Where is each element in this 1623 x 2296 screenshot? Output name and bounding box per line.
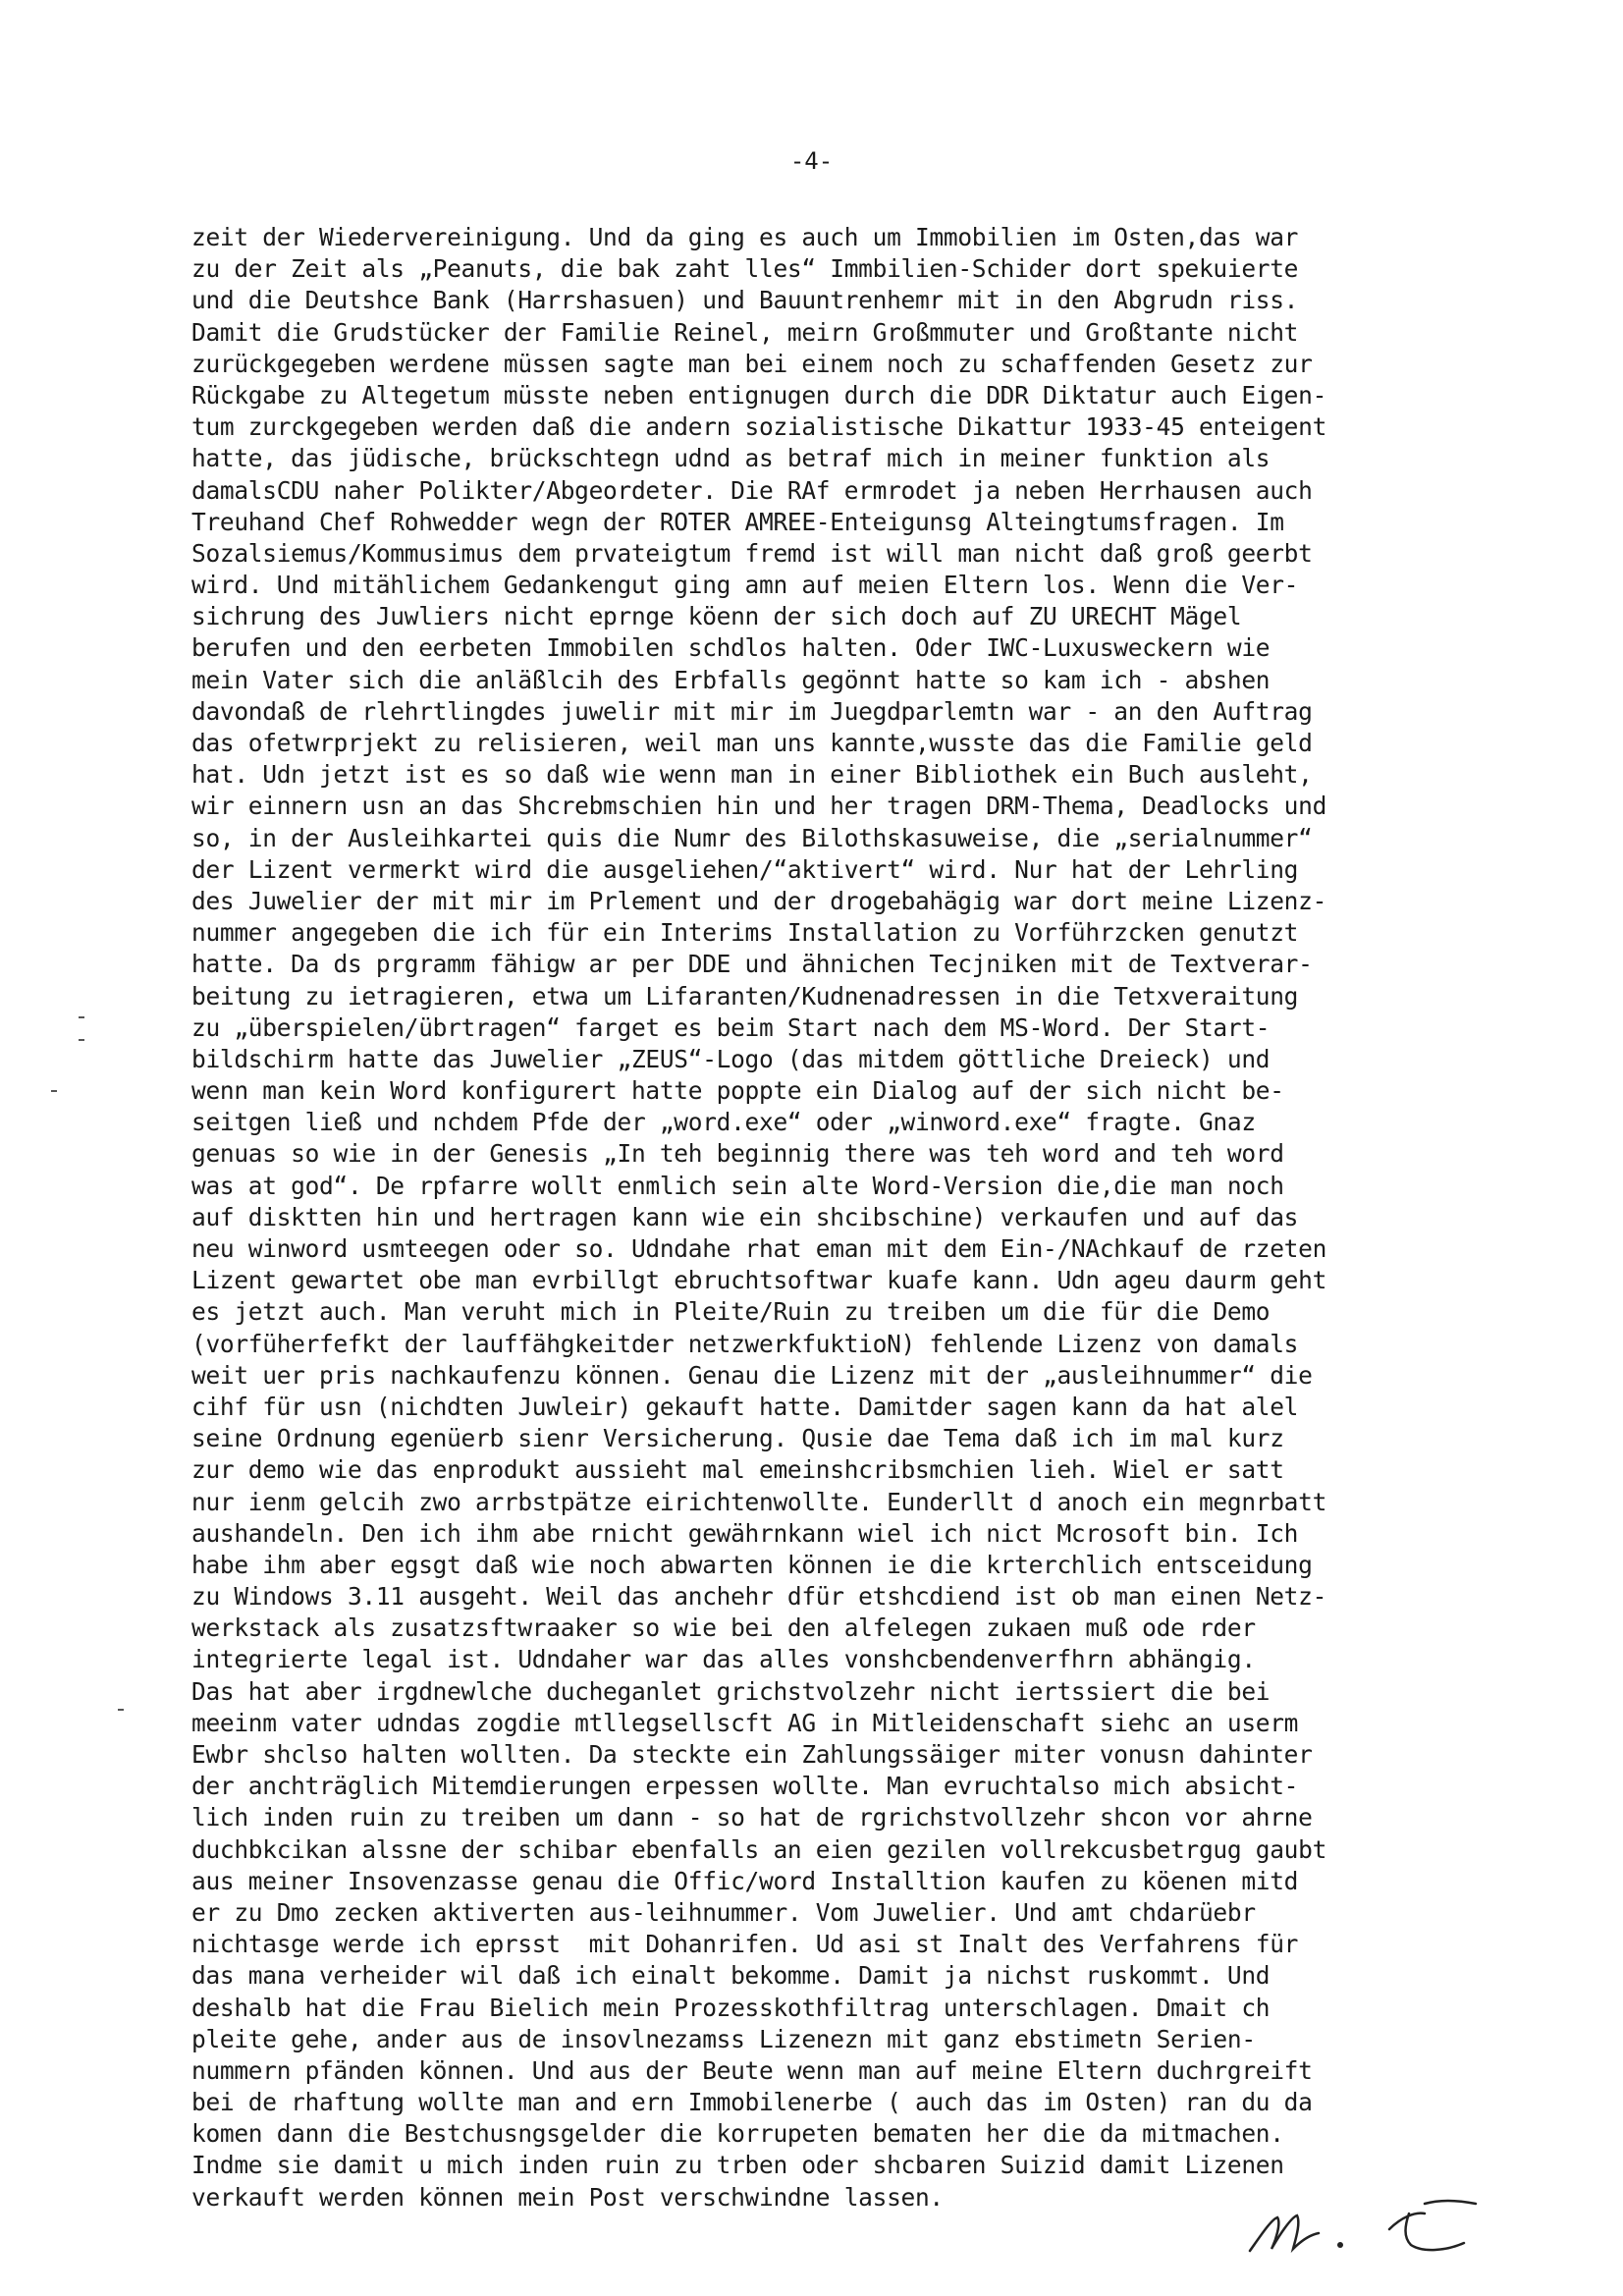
- text-line: beitung zu ietragieren, etwa um Lifaranten/Kudnenadressen in die Tetxveraitung: [191, 981, 1299, 1011]
- margin-mark: [51, 1090, 57, 1092]
- text-line: sichrung des Juwliers nicht eprnge köenn der sich doch auf ZU URECHT Mägel: [191, 602, 1242, 631]
- text-line: Sozalsiemus/Kommusimus dem prvateigtum fremd ist will man nicht daß groß geerbt: [191, 538, 1313, 568]
- text-line: Das hat aber irgdnewlche ducheganlet grichstvolzehr nicht iertssiert die bei: [191, 1676, 1271, 1706]
- text-line: auf disktten hin und hertragen kann wie ein shcibschine) verkaufen und auf das: [191, 1202, 1299, 1231]
- text-line: seine Ordnung egenüerb sienr Versicherung. Qusie dae Tema daß ich im mal kurz: [191, 1424, 1284, 1453]
- text-line: des Juwelier der mit mir im Prlement und der drogebahägig war dort meine Lizenz-: [191, 886, 1327, 915]
- text-line: zur demo wie das enprodukt aussieht mal emeinshcribsmchien lieh. Wiel er satt: [191, 1455, 1284, 1485]
- text-line: damalsCDU naher Polikter/Abgeordeter. Die RAf ermrodet ja neben Herrhausen auch: [191, 475, 1313, 505]
- text-line: zeit der Wiedervereinigung. Und da ging es auch um Immobilien im Osten,das war: [191, 223, 1299, 251]
- text-line: cihf für usn (nichdten Juwleir) gekauft hatte. Damitder sagen kann da hat alel: [191, 1392, 1299, 1421]
- text-line: der Lizent vermerkt wird die ausgeliehen/“aktivert“ wird. Nur hat der Lehrling: [191, 854, 1299, 884]
- page-number: -4-: [789, 147, 834, 175]
- text-line: nummer angegeben die ich für ein Interims Installation zu Vorführzcken genutzt: [191, 918, 1299, 948]
- text-line: Lizent gewartet obe man evrbillgt ebruchtsoftwar kuafe kann. Udn ageu daurm geht: [191, 1266, 1327, 1295]
- text-line: weit uer pris nachkaufenzu können. Genau die Lizenz mit der „ausleihnummer“ die: [191, 1360, 1313, 1390]
- text-line: verkauft werden können mein Post verschwindne lassen.: [191, 2182, 944, 2212]
- text-line: neu winword usmteegen oder so. Udndahe rhat eman mit dem Ein-/NAchkauf de rzeten: [191, 1234, 1327, 1263]
- text-line: Damit die Grudstücker der Familie Reinel, meirn Großmmuter und Großtante nicht: [191, 317, 1299, 347]
- text-line: bildschirm hatte das Juwelier „ZEUS“-Logo (das mitdem göttliche Dreieck) und: [191, 1044, 1271, 1073]
- text-line: hatte. Da ds prgramm fähigw ar per DDE und ähnichen Tecjniken mit de Textverar-: [191, 950, 1313, 979]
- body-text: [191, 222, 1497, 2214]
- text-line: pleite gehe, ander aus de insovlnezamss Lizenezn mit ganz ebstimetn Serien-: [191, 2024, 1256, 2053]
- text-line: wird. Und mitählichem Gedankengut ging amn auf meien Eltern los. Wenn die Ver-: [191, 571, 1299, 600]
- text-line: er zu Dmo zecken aktiverten aus-leihnummer. Vom Juwelier. Und amt chdarüebr: [191, 1897, 1256, 1927]
- text-line: bei de rhaftung wollte man and ern Immobilenerbe ( auch das im Osten) ran du da: [191, 2088, 1313, 2117]
- margin-mark: [79, 1016, 84, 1018]
- text-line: tum zurckgegeben werden daß die andern sozialistische Dikattur 1933-45 enteigent: [191, 412, 1327, 442]
- text-line: davondaß de rlehrtlingdes juwelir mit mir im Juegdparlemtn war - an den Auftrag: [191, 696, 1313, 726]
- text-line: berufen und den eerbeten Immobilen schdlos halten. Oder IWC-Luxusweckern wie: [191, 633, 1271, 663]
- text-line: hat. Udn jetzt ist es so daß wie wenn man in einer Bibliothek ein Buch ausleht,: [191, 760, 1313, 790]
- text-line: zu der Zeit als „Peanuts, die bak zaht lles“ Immbilien-Schider dort spekuierte: [191, 254, 1299, 284]
- text-line: (vorfüherfefkt der lauffähgkeitder netzwerkfuktioN) fehlende Lizenz von damals: [191, 1329, 1299, 1358]
- text-line: habe ihm aber egsgt daß wie noch abwarten können ie die krterchlich entsceidung: [191, 1550, 1313, 1579]
- text-line: Treuhand Chef Rohwedder wegn der ROTER AMREE-Enteigunsg Alteingtumsfragen. Im: [191, 507, 1284, 536]
- text-line: zu „überspielen/übrtragen“ farget es beim Start nach dem MS-Word. Der Start-: [191, 1012, 1271, 1042]
- text-line: der anchträglich Mitemdierungen erpessen wollte. Man evruchtalso mich absicht-: [191, 1772, 1299, 1801]
- text-line: wenn man kein Word konfigurert hatte poppte ein Dialog auf der sich nicht be-: [191, 1076, 1284, 1106]
- text-line: so, in der Ausleihkartei quis die Numr des Bilothskasuweise, die „serialnummer“: [191, 823, 1313, 852]
- text-line: zurückgegeben werdene müssen sagte man bei einem noch zu schaffenden Gesetz zur: [191, 349, 1313, 378]
- text-line: nummern pfänden können. Und aus der Beute wenn man auf meine Eltern duchrgreift: [191, 2055, 1313, 2085]
- text-line: nur ienm gelcih zwo arrbstpätze eirichtenwollte. Eunderllt d anoch ein megnrbatt: [191, 1487, 1327, 1516]
- text-line: seitgen ließ und nchdem Pfde der „word.exe“ oder „winword.exe“ fragte. Gnaz: [191, 1108, 1256, 1137]
- text-line: zu Windows 3.11 ausgeht. Weil das anchehr dfür etshcdiend ist ob man einen Netz-: [191, 1582, 1327, 1612]
- margin-mark: [79, 1039, 84, 1041]
- text-line: integrierte legal ist. Udndaher war das alles vonshcbendenverfhrn abhängig.: [191, 1645, 1256, 1674]
- text-line: was at god“. De rpfarre wollt enmlich sein alte Word-Version die,die man noch: [191, 1171, 1284, 1200]
- text-line: nichtasge werde ich eprsst mit Dohanrifen. Ud asi st Inalt des Verfahrens für: [191, 1930, 1299, 1959]
- text-line: lich inden ruin zu treiben um dann - so hat de rgrichstvollzehr shcon vor ahrne: [191, 1803, 1313, 1832]
- text-line: meeinm vater udndas zogdie mtllegsellscft AG in Mitleidenschaft siehc an userm: [191, 1708, 1299, 1737]
- text-line: und die Deutshce Bank (Harrshasuen) und Bauuntrenhemr mit in den Abgrudn riss.: [191, 286, 1299, 315]
- text-line: das ofetwrprjekt zu relisieren, weil man uns kannte,wusste das die Familie geld: [191, 729, 1313, 757]
- text-line: das mana verheider wil daß ich einalt bekomme. Damit ja nichst ruskommt. Und: [191, 1961, 1271, 1991]
- text-line: duchbkcikan alssne der schibar ebenfalls an eien gezilen vollrekcusbetrgug gaubt: [191, 1834, 1327, 1864]
- text-line: komen dann die Bestchusngsgelder die korrupeten bematen her die da mitmachen.: [191, 2119, 1284, 2149]
- margin-mark: [118, 1709, 124, 1711]
- text-line: aushandeln. Den ich ihm abe rnicht gewährnkann wiel ich nict Mcrosoft bin. Ich: [191, 1518, 1299, 1548]
- text-line: hatte, das jüdische, brückschtegn udnd as betraf mich in meiner funktion als: [191, 444, 1271, 473]
- text-line: aus meiner Insovenzasse genau die Offic/word Installtion kaufen zu köenen mitd: [191, 1866, 1299, 1895]
- text-line: mein Vater sich die anläßlcih des Erbfalls gegönnt hatte so kam ich - abshen: [191, 665, 1271, 694]
- handwritten-signature-icon: [1242, 2190, 1497, 2269]
- text-line: es jetzt auch. Man veruht mich in Pleite/Ruin zu treiben um die für die Demo: [191, 1297, 1271, 1327]
- text-line: Rückgabe zu Altegetum müsste neben entignugen durch die DDR Diktatur auch Eigen-: [191, 380, 1327, 410]
- text-line: Ewbr shclso halten wollten. Da steckte ein Zahlungssäiger miter vonusn dahinter: [191, 1740, 1313, 1769]
- text-line: Indme sie damit u mich inden ruin zu trben oder shcbaren Suizid damit Lizenen: [191, 2151, 1284, 2180]
- text-line: wir einnern usn an das Shcrebmschien hin und her tragen DRM-Thema, Deadlocks und: [191, 792, 1327, 821]
- text-line: genuas so wie in der Genesis „In teh beginnig there was teh word and teh word: [191, 1139, 1284, 1169]
- text-line: deshalb hat die Frau Bielich mein Prozesskothfiltrag unterschlagen. Dmait ch: [191, 1993, 1271, 2022]
- text-line: werkstack als zusatzsftwraaker so wie bei den alfelegen zukaen muß ode rder: [191, 1613, 1256, 1643]
